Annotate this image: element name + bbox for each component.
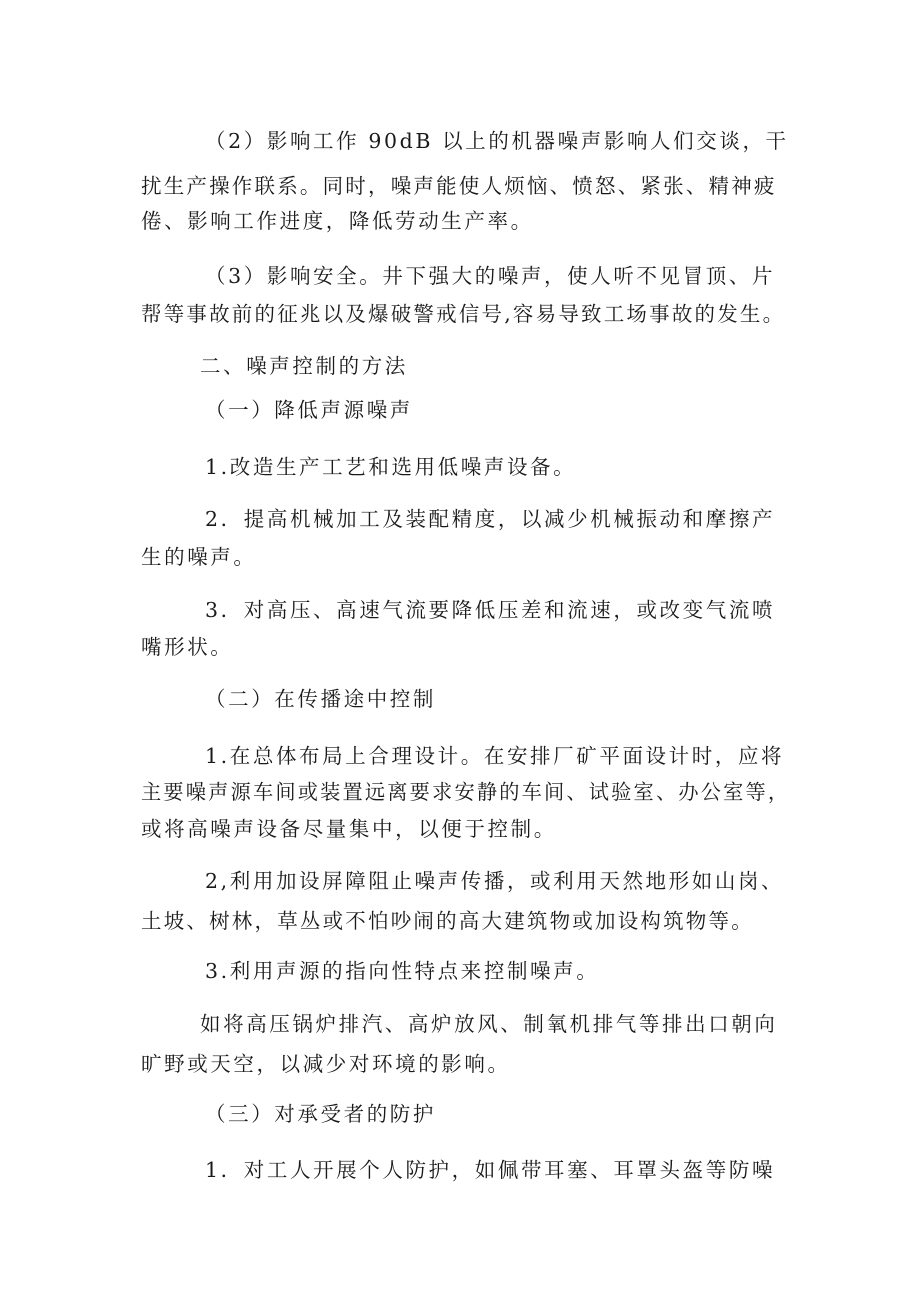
paragraph-line: 1.改造生产工艺和选用低噪声设备。	[205, 455, 577, 479]
paragraph-line: 土坡、树林，草丛或不怕吵闹的高大建筑物或加设构筑物等。	[141, 909, 754, 933]
paragraph-line: 旷野或天空，以减少对环境的影响。	[141, 1052, 511, 1076]
paragraph-line: 嘴形状。	[141, 635, 234, 659]
subsection-heading: （一）降低声源噪声	[205, 398, 413, 422]
subsection-heading: （三）对承受者的防护	[205, 1102, 436, 1126]
paragraph-line: 2,利用加设屏障阻止噪声传播，或利用天然地形如山岗、	[205, 869, 785, 893]
section-heading: 二、噪声控制的方法	[200, 354, 408, 378]
paragraph-line: （2）影响工作 90dB 以上的机器噪声影响人们交谈，干	[205, 129, 789, 153]
paragraph-line: 3．对高压、高速气流要降低压差和流速，或改变气流喷	[205, 598, 776, 622]
paragraph-line: 如将高压锅炉排汽、高炉放风、制氧机排气等排出口朝向	[200, 1012, 778, 1036]
paragraph-line: 1．对工人开展个人防护，如佩带耳塞、耳罩头盔等防噪	[205, 1158, 776, 1182]
paragraph-line: 3.利用声源的指向性特点来控制噪声。	[205, 959, 600, 983]
paragraph-line: 主要噪声源车间或装置远离要求安静的车间、试验室、办公室等，	[141, 780, 791, 804]
paragraph-line: 帮等事故前的征兆以及爆破警戒信号,容易导致工场事故的发生。	[141, 302, 786, 326]
paragraph-line: 1.在总体布局上合理设计。在安排厂矿平面设计时，应将	[205, 744, 785, 768]
paragraph-line: 或将高噪声设备尽量集中，以便于控制。	[141, 817, 557, 841]
subsection-heading: （二）在传播途中控制	[205, 687, 436, 711]
paragraph-line: 倦、影响工作进度，降低劳动生产率。	[141, 209, 534, 233]
paragraph-line: （3）影响安全。井下强大的噪声，使人听不见冒顶、片	[205, 264, 776, 288]
paragraph-line: 2．提高机械加工及装配精度，以减少机械振动和摩擦产	[205, 507, 776, 531]
paragraph-line: 生的噪声。	[141, 545, 257, 569]
paragraph-line: 扰生产操作联系。同时，噪声能使人烦恼、愤怒、紧张、精神疲	[141, 174, 777, 198]
